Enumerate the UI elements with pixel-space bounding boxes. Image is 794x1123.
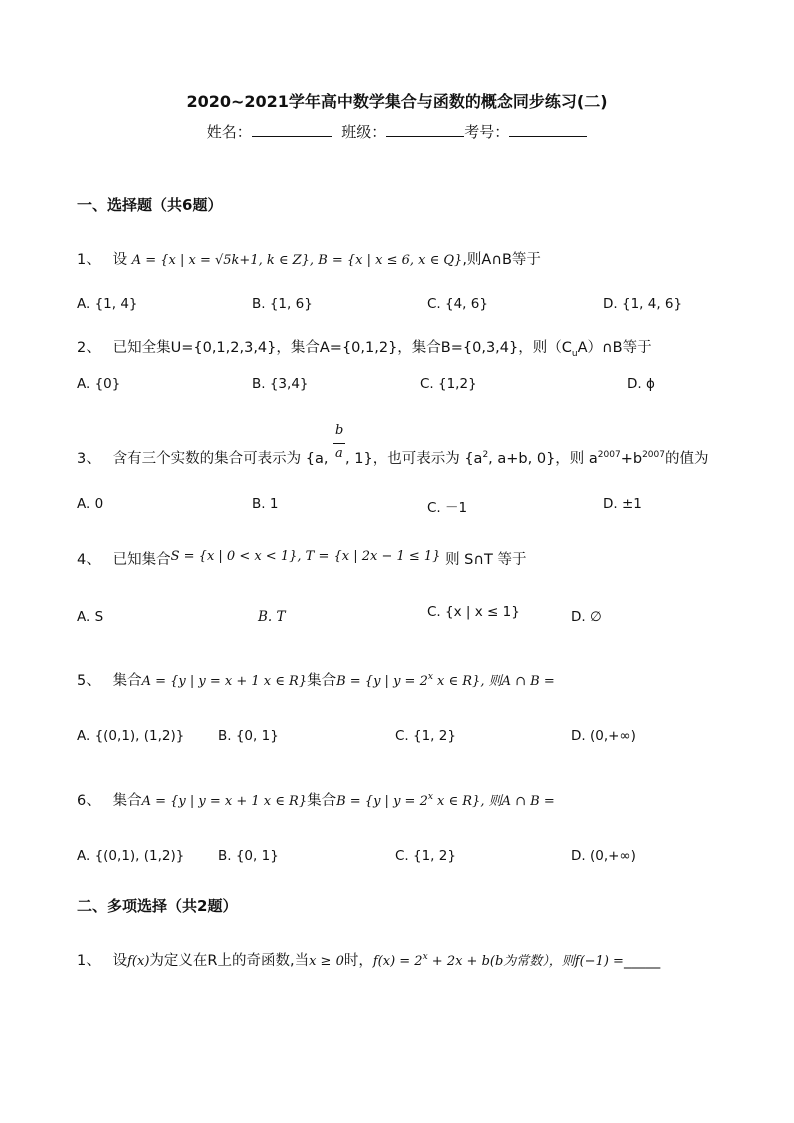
question-1 [77, 248, 541, 269]
option-b: B. T [258, 609, 286, 625]
question-multi-1 [77, 949, 660, 970]
question-text: 时， [343, 953, 373, 969]
question-text: 已知全集U={0,1,2,3,4}，集合A={0,1,2}，集合B={0,3,4}，则（C [112, 340, 572, 356]
question-number: 2、 [77, 340, 101, 356]
question-number: 6、 [77, 793, 101, 809]
fraction [333, 423, 345, 463]
math-expression: A = {y | y = x + 1 x ∈ R} [141, 674, 308, 689]
class-label: 班级： [341, 123, 387, 141]
superscript: x [422, 952, 428, 963]
question-number: 4、 [77, 552, 101, 568]
subscript: u [571, 348, 578, 359]
question-number: 3、 [77, 451, 101, 467]
option-d: D. {1, 4, 6} [603, 296, 683, 312]
name-blank [252, 122, 332, 137]
option-b: B. {3,4} [252, 376, 309, 392]
question-text: A）∩B等于 [577, 340, 652, 356]
question-number: 1、 [77, 252, 101, 268]
math-expression: f(x) [127, 954, 150, 969]
class-blank [386, 122, 464, 137]
question-text: 为定义在R上的奇函数,当 [149, 953, 310, 969]
option-d: D. ∅ [571, 609, 602, 625]
question-text: 含有三个实数的集合可表示为 {a, [112, 451, 329, 467]
option-a: A. {1, 4} [77, 296, 138, 312]
question-3 [77, 423, 709, 468]
question-text: 集合 [112, 673, 142, 689]
option-b: B. {1, 6} [252, 296, 313, 312]
question-text: , a+b, 0}，则 a [488, 451, 598, 467]
option-a: A. {(0,1), (1,2)} [77, 848, 185, 864]
question-text: 的值为 [664, 451, 709, 467]
option-b: B. {0, 1} [218, 728, 279, 744]
exam-blank [509, 122, 587, 137]
answer-blank[interactable]: _____ [623, 953, 661, 969]
superscript: x [427, 792, 433, 803]
option-b: B. {0, 1} [218, 848, 279, 864]
question-text: ,则A∩B等于 [462, 252, 541, 268]
superscript: 2007 [597, 450, 621, 461]
question-text: 集合 [112, 793, 142, 809]
math-expression: A = {y | y = x + 1 x ∈ R} [141, 794, 308, 809]
exam-label: 考号： [464, 123, 510, 141]
option-a: A. {(0,1), (1,2)} [77, 728, 185, 744]
question-text: +b [620, 451, 643, 467]
math-expression: B = {y | y = 2 [336, 794, 428, 809]
math-expression: B = {y | y = 2 [336, 674, 428, 689]
math-expression: x ≥ 0 [309, 954, 344, 969]
superscript: 2007 [642, 450, 665, 461]
question-text: 已知集合 [112, 552, 171, 568]
option-c: C. {1, 2} [395, 848, 456, 864]
question-5 [77, 669, 555, 690]
question-text: 集合 [307, 793, 337, 809]
section-heading-multi: 二、多项选择（共2题） [77, 897, 238, 915]
option-a: A. S [77, 609, 104, 625]
math-expression: + 2x + b(b为常数），则f(−1) = [427, 954, 624, 969]
option-d: D. (0,+∞) [571, 848, 636, 864]
name-label: 姓名： [206, 123, 252, 141]
math-expression: S = {x | 0 < x < 1}, T = {x | 2x − 1 ≤ 1} [170, 549, 441, 564]
option-c: C. {1, 2} [395, 728, 456, 744]
option-b: B. 1 [252, 496, 279, 512]
option-a: A. 0 [77, 496, 104, 512]
math-expression: x ∈ R}, 则A ∩ B = [432, 674, 555, 689]
question-number: 5、 [77, 673, 101, 689]
superscript: x [427, 672, 433, 683]
question-number: 1、 [77, 953, 101, 969]
question-4 [77, 548, 526, 569]
option-d: D. ϕ [627, 376, 655, 392]
math-expression: x ∈ R}, 则A ∩ B = [432, 794, 555, 809]
option-d: D. (0,+∞) [571, 728, 636, 744]
math-expression: f(x) = 2 [372, 954, 423, 969]
question-text: 设 [112, 252, 128, 268]
question-text: 集合 [307, 673, 337, 689]
fraction-bar [333, 443, 345, 444]
question-text: 则 S∩T 等于 [445, 552, 527, 568]
question-text: 设 [112, 953, 128, 969]
superscript: 2 [482, 450, 489, 461]
question-6 [77, 789, 555, 810]
fraction-denominator: a [335, 446, 343, 461]
option-c: C. {4, 6} [427, 296, 488, 312]
option-a: A. {0} [77, 376, 121, 392]
fraction-numerator: b [335, 423, 344, 438]
page-title: 2020~2021学年高中数学集合与函数的概念同步练习(二) [186, 92, 608, 111]
question-2 [77, 336, 652, 359]
question-text: , 1}，也可表示为 {a [345, 451, 483, 467]
student-info-line [0, 121, 794, 142]
option-d: D. ±1 [603, 496, 642, 512]
math-expression: A = {x | x = √5k+1, k ∈ Z}, B = {x | x ≤ 6, x ∈ Q} [131, 253, 463, 268]
section-heading-choice: 一、选择题（共6题） [77, 196, 223, 214]
option-c: C. {1,2} [420, 376, 477, 392]
option-c: C. －1 [427, 500, 468, 516]
option-c: C. {x | x ≤ 1} [427, 604, 520, 620]
